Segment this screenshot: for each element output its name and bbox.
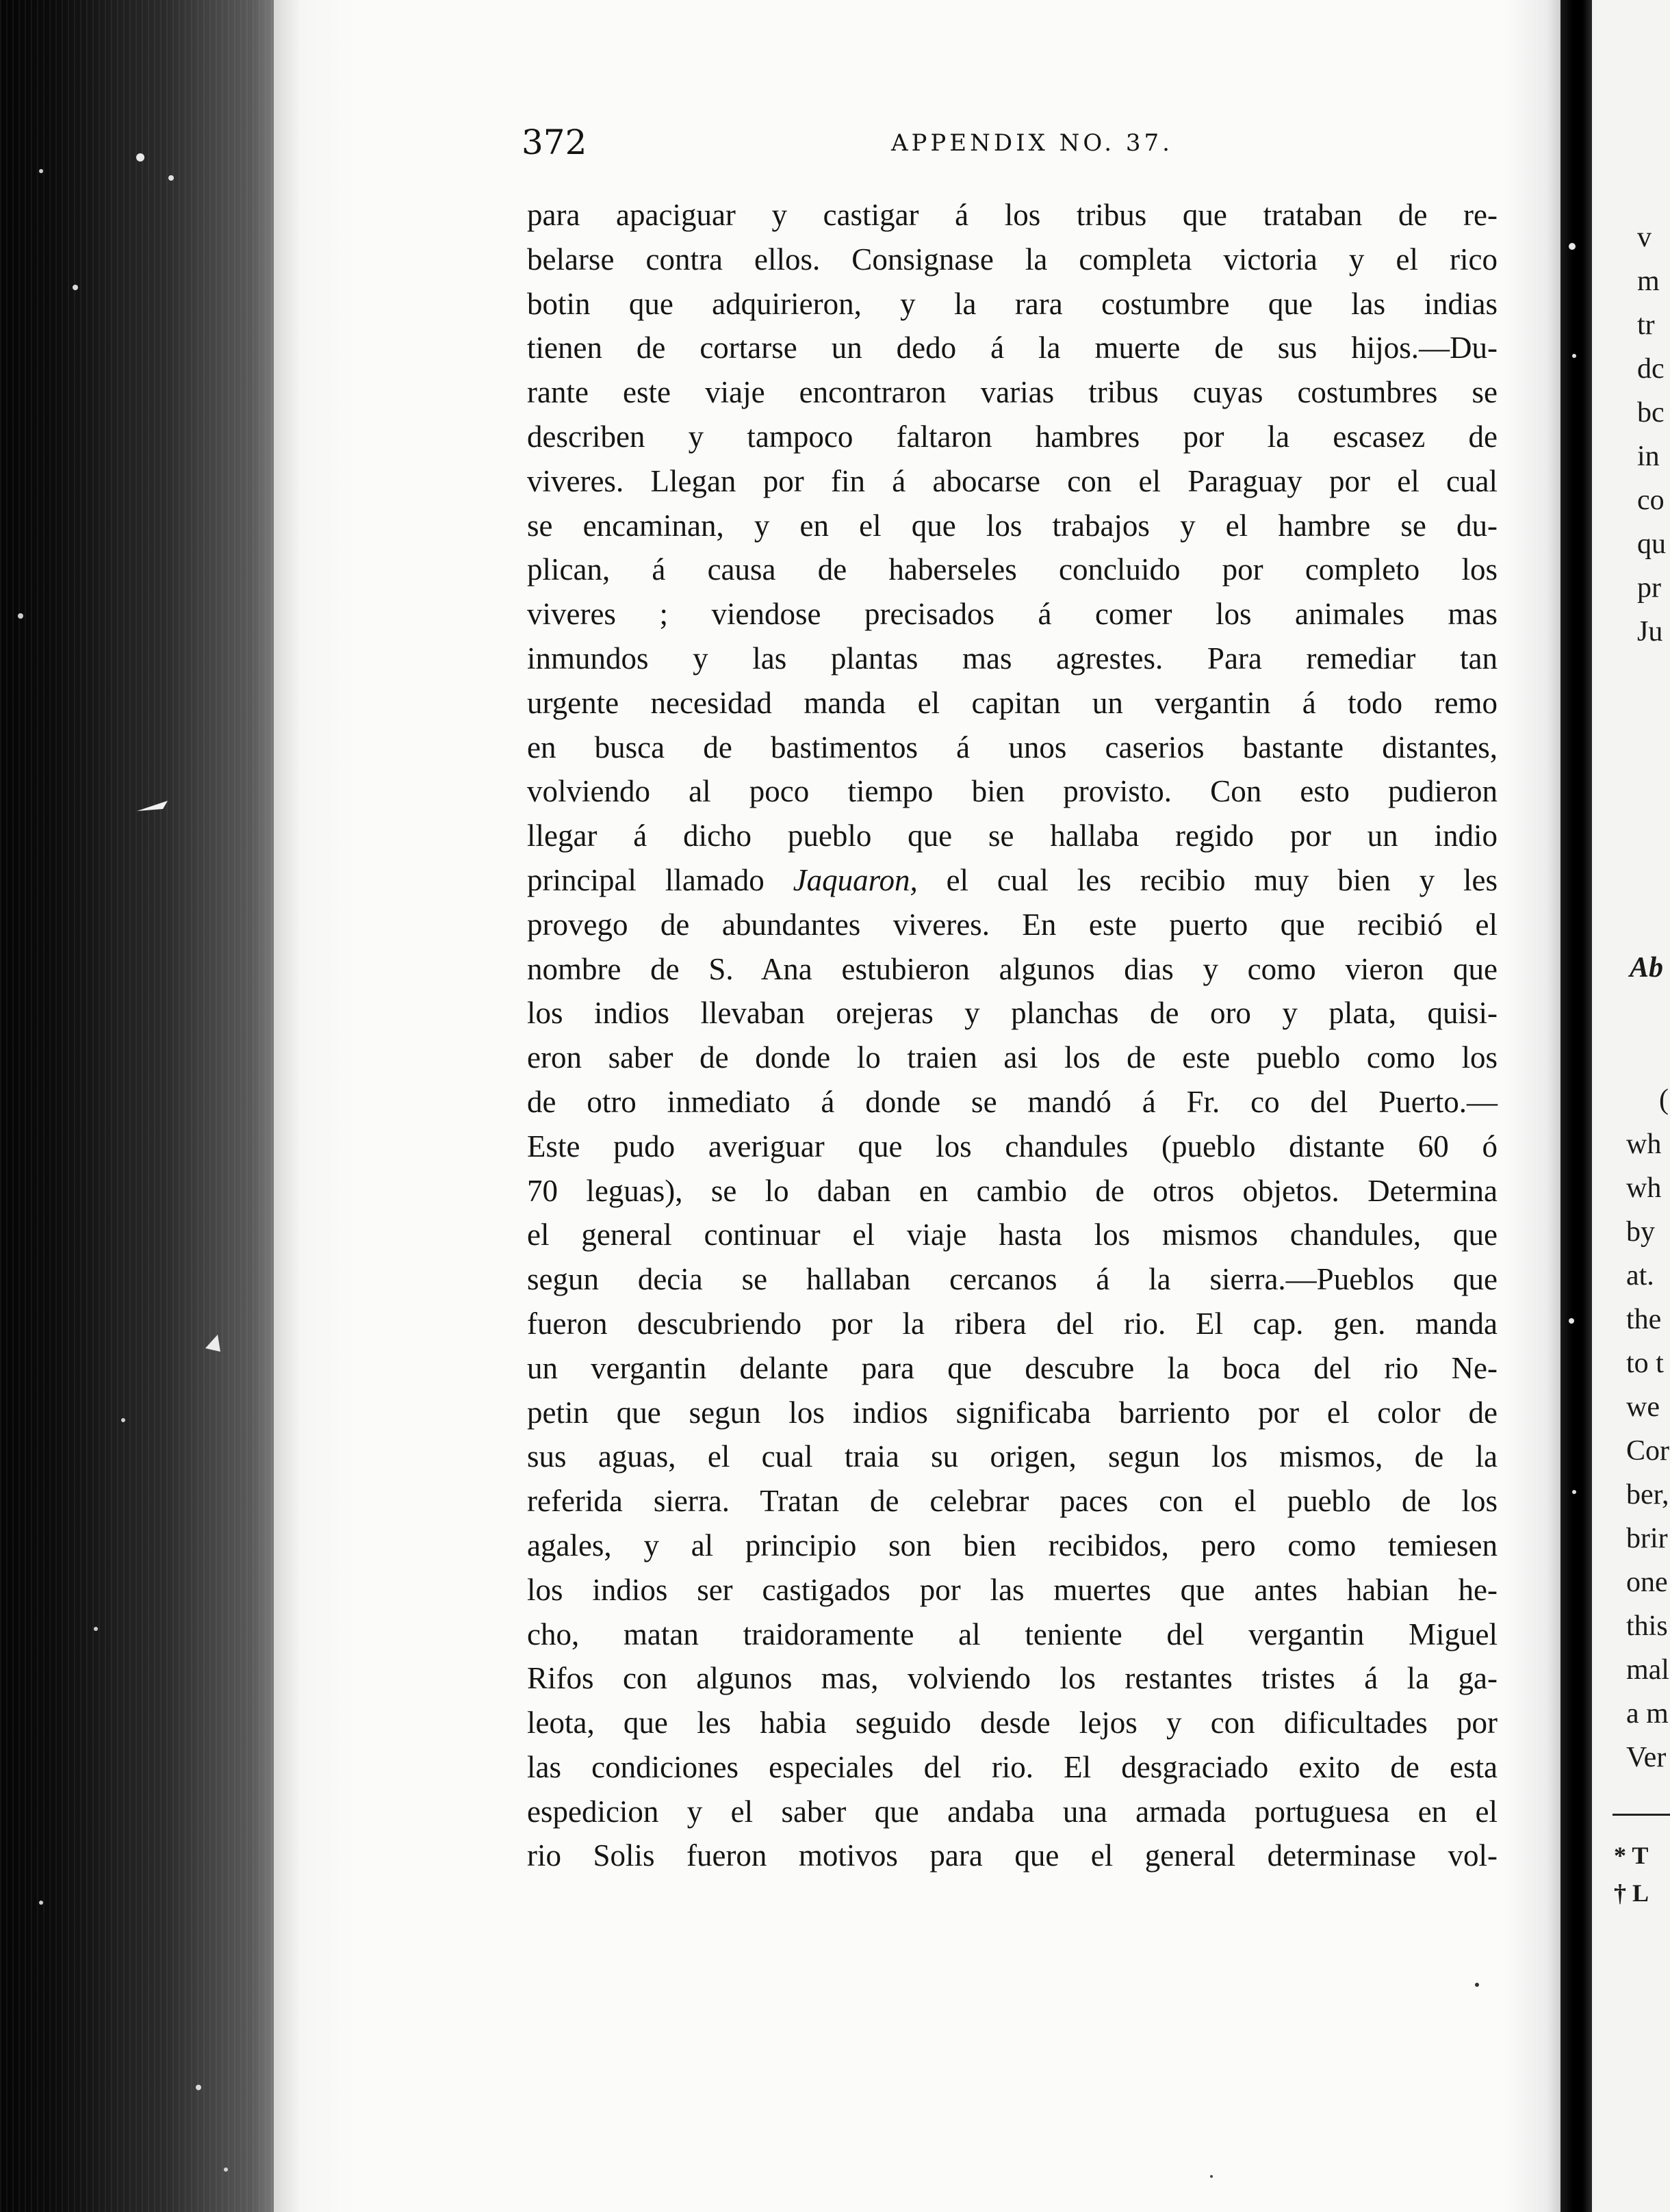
text-fragment: brir: [1626, 1523, 1668, 1554]
text-line: eron saber de donde lo traien asi los de este pueblo como los: [527, 1040, 1498, 1075]
text-line: referida sierra. Tratan de celebrar paces con el pueblo de los: [527, 1484, 1498, 1519]
text-line: para apaciguar y castigar á los tribus que trataban de re-: [527, 198, 1498, 232]
text-line: agales, y al principio son bien recibidos, pero como temiesen: [527, 1528, 1498, 1562]
text-line: el general continuar el viaje hasta los mismos chandules, que: [527, 1218, 1498, 1252]
text-fragment: one: [1626, 1567, 1668, 1598]
text-line: Este pudo averiguar que los chandules (pueblo distante 60 ó: [527, 1129, 1498, 1163]
text-line: sus aguas, el cual traia su origen, segun los mismos, de la: [527, 1439, 1498, 1474]
text-line: describen y tampoco faltaron hambres por la escasez de: [527, 419, 1498, 454]
footnote-rule: [1613, 1814, 1670, 1816]
text-fragment: wh: [1626, 1129, 1662, 1160]
text-fragment: Ju: [1637, 616, 1663, 647]
text-fragment: Cor: [1626, 1435, 1669, 1467]
text-line: se encaminan, y en el que los trabajos y el hambre se du-: [527, 508, 1498, 543]
text-line: viveres ; viendose precisados á comer los animales mas: [527, 597, 1498, 632]
text-line: cho, matan traidoramente al teniente del vergantin Miguel: [527, 1617, 1498, 1651]
text-line: viveres. Llegan por fin á abocarse con el Paraguay por el cual: [527, 463, 1498, 498]
running-title: APPENDIX NO. 37.: [891, 129, 1173, 157]
text-line: leota, que les habia seguido desde lejos y con dificultades por: [527, 1706, 1498, 1740]
text-segment: principal llamado: [527, 862, 793, 897]
text-fragment: this: [1626, 1610, 1668, 1642]
text-fragment: ber,: [1626, 1479, 1669, 1510]
text-line: rante este viaje encontraron varias tribus cuyas costumbres se: [527, 375, 1498, 410]
text-fragment: in: [1637, 441, 1660, 472]
text-line: los indios ser castigados por las muertes que antes habian he-: [527, 1572, 1498, 1607]
running-head: [522, 122, 1493, 163]
page-number: 372: [522, 123, 587, 162]
page-gutter: [1560, 0, 1592, 2212]
text-line: llegar á dicho pueblo que se hallaba regido por un indio: [527, 819, 1498, 853]
text-line: 70 leguas), se lo daban en cambio de otros objetos. Determina: [527, 1173, 1498, 1208]
text-line: de otro inmediato á donde se mandó á Fr. co del Puerto.—: [527, 1084, 1498, 1119]
text-line: las condiciones especiales del rio. El desgraciado exito de esta: [527, 1749, 1498, 1784]
footnote-fragment: * T: [1614, 1842, 1649, 1869]
text-line: urgente necesidad manda el capitan un vergantin á todo remo: [527, 685, 1498, 720]
text-fragment: v: [1637, 222, 1652, 253]
text-line: belarse contra ellos. Consignase la completa victoria y el rico: [527, 242, 1498, 276]
italic-place-name: Jaquaron,: [793, 862, 918, 897]
text-line: volviendo al poco tiempo bien provisto. Con esto pudieron: [527, 774, 1498, 809]
adjacent-page-edge: [1592, 0, 1670, 2212]
text-fragment: a m: [1626, 1698, 1669, 1729]
text-fragment: (: [1659, 1084, 1669, 1116]
text-line: los indios llevaban orejeras y planchas de oro y plata, quisi-: [527, 996, 1498, 1031]
text-fragment: Ver: [1626, 1742, 1667, 1773]
text-line: provego de abundantes viveres. En este puerto que recibió el: [527, 907, 1498, 942]
text-line: segun decia se hallaban cercanos á la sierra.—Pueblos que: [527, 1262, 1498, 1297]
text-segment: el cual les recibio muy bien y les: [917, 862, 1498, 897]
text-fragment: to t: [1626, 1348, 1664, 1379]
text-fragment: qu: [1637, 528, 1666, 560]
text-line: espedicion y el saber que andaba una armada portuguesa en el: [527, 1794, 1498, 1829]
text-line: plican, á causa de haberseles concluido por completo los: [527, 552, 1498, 587]
text-line: inmundos y las plantas mas agrestes. Para remediar tan: [527, 641, 1498, 676]
text-fragment: tr: [1637, 309, 1655, 341]
body-text: [527, 193, 1498, 1878]
text-line: Rifos con algunos mas, volviendo los restantes tristes á la ga-: [527, 1661, 1498, 1696]
film-left-margin: [0, 0, 274, 2212]
text-fragment: wh: [1626, 1172, 1662, 1204]
text-fragment: m: [1637, 266, 1660, 297]
text-fragment: bc: [1637, 397, 1665, 428]
text-line: rio Solis fueron motivos para que el general determinase vol-: [527, 1838, 1498, 1873]
text-fragment: co: [1637, 485, 1665, 516]
heading-fragment: Ab: [1630, 952, 1664, 983]
text-fragment: by: [1626, 1216, 1655, 1248]
text-line: nombre de S. Ana estubieron algunos dias y como vieron que: [527, 951, 1498, 986]
text-line: botin que adquirieron, y la rara costumbre que las indias: [527, 286, 1498, 321]
text-fragment: mal: [1626, 1654, 1669, 1686]
text-line: fueron descubriendo por la ribera del rio. El cap. gen. manda: [527, 1306, 1498, 1341]
text-line: en busca de bastimentos á unos caserios bastante distantes,: [527, 730, 1498, 764]
text-fragment: the: [1626, 1304, 1662, 1335]
text-fragment: dc: [1637, 353, 1665, 385]
footnote-fragment: † L: [1614, 1879, 1649, 1907]
text-fragment: pr: [1637, 572, 1661, 604]
text-line: tienen de cortarse un dedo á la muerte de sus hijos.—Du-: [527, 331, 1498, 365]
text-fragment: we: [1626, 1391, 1660, 1423]
text-line: un vergantin delante para que descubre la boca del rio Ne-: [527, 1350, 1498, 1385]
text-line: petin que segun los indios significaba barriento por el color de: [527, 1395, 1498, 1430]
text-line-with-italic: [527, 858, 1498, 903]
text-fragment: at.: [1626, 1260, 1654, 1291]
